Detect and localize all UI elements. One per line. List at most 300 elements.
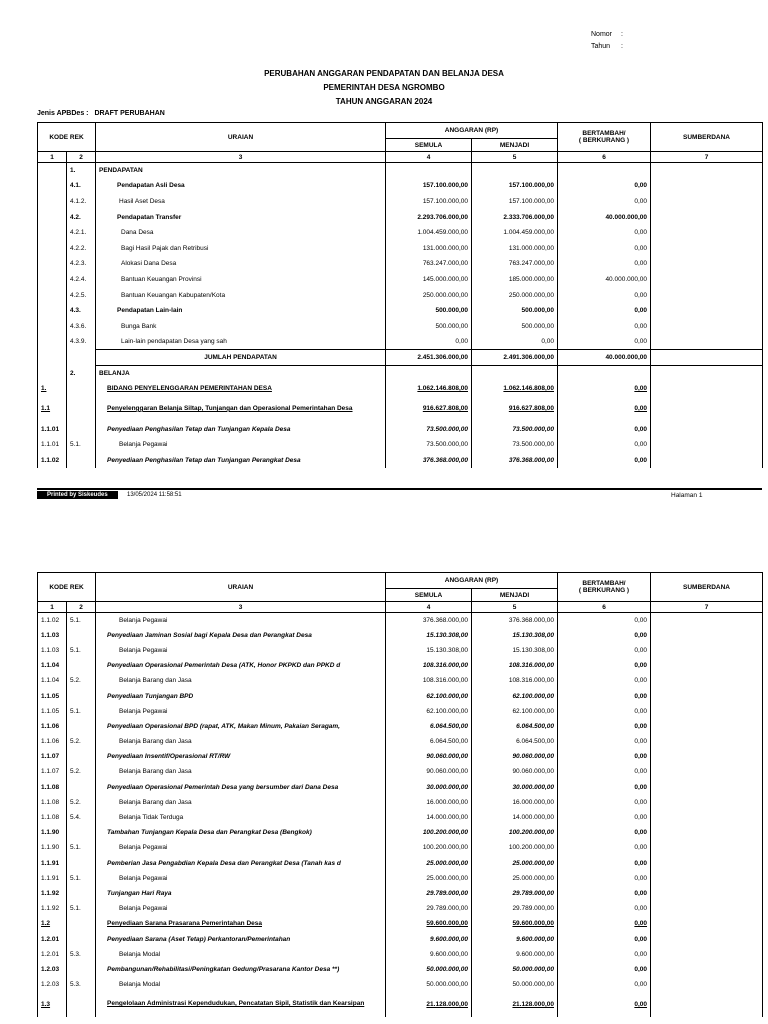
uraian-cell: Tunjangan Hari Raya bbox=[96, 886, 386, 901]
kode-rek-1 bbox=[38, 272, 67, 288]
bertambah-cell: 0,00 bbox=[558, 704, 651, 719]
semula-cell: 145.000.000,00 bbox=[386, 272, 472, 288]
table-row bbox=[38, 163, 763, 179]
semula-cell bbox=[386, 163, 472, 179]
sumberdana-cell bbox=[651, 977, 763, 992]
menjadi-cell: 2.491.306.000,00 bbox=[472, 350, 558, 366]
sumberdana-cell bbox=[651, 613, 763, 628]
sumberdana-cell bbox=[651, 825, 763, 840]
sumberdana-cell bbox=[651, 886, 763, 901]
column-number-row bbox=[38, 602, 763, 613]
table-row bbox=[38, 947, 763, 962]
sumberdana-cell bbox=[651, 916, 763, 931]
bertambah-cell: 0,00 bbox=[558, 225, 651, 241]
sumberdana-cell bbox=[651, 334, 763, 350]
col-num: 4 bbox=[386, 602, 472, 613]
semula-cell: 131.000.000,00 bbox=[386, 240, 472, 256]
semula-cell: 73.500.000,00 bbox=[386, 421, 472, 437]
semula-cell: 16.000.000,00 bbox=[386, 795, 472, 810]
kode-rek-1: 1.1.02 bbox=[38, 453, 67, 469]
sumberdana-cell bbox=[651, 856, 763, 871]
kode-rek-1: 1.1.91 bbox=[38, 856, 67, 871]
table-row bbox=[38, 810, 763, 825]
uraian-cell: Penyediaan Penghasilan Tetap dan Tunjangan Perangkat Desa bbox=[96, 453, 386, 469]
table-row bbox=[38, 734, 763, 749]
sumberdana-cell bbox=[651, 437, 763, 453]
semula-cell: 2.293.706.000,00 bbox=[386, 209, 472, 225]
semula-cell: 157.100.000,00 bbox=[386, 194, 472, 210]
sumberdana-cell bbox=[651, 350, 763, 366]
bertambah-cell: 0,00 bbox=[558, 992, 651, 1016]
jenis-label: Jenis APBDes : bbox=[37, 110, 89, 117]
semula-cell: 0,00 bbox=[386, 334, 472, 350]
document-title-line3: TAHUN ANGGARAN 2024 bbox=[335, 97, 433, 106]
kode-rek-2 bbox=[67, 658, 96, 673]
semula-cell: 763.247.000,00 bbox=[386, 256, 472, 272]
bertambah-cell: 0,00 bbox=[558, 931, 651, 946]
bertambah-cell: 0,00 bbox=[558, 840, 651, 855]
bertambah-cell: 0,00 bbox=[558, 825, 651, 840]
col-num: 6 bbox=[558, 152, 651, 163]
kode-rek-1: 1.2.03 bbox=[38, 962, 67, 977]
table-row bbox=[38, 421, 763, 437]
kode-rek-2: 4.1.2. bbox=[67, 194, 96, 210]
bertambah-cell: 0,00 bbox=[558, 719, 651, 734]
semula-cell: 90.060.000,00 bbox=[386, 749, 472, 764]
menjadi-cell: 15.130.308,00 bbox=[472, 643, 558, 658]
bertambah-cell: 0,00 bbox=[558, 194, 651, 210]
table-row bbox=[38, 962, 763, 977]
semula-cell: 250.000.000,00 bbox=[386, 287, 472, 303]
uraian-cell: Belanja Modal bbox=[96, 947, 386, 962]
uraian-cell: Belanja Barang dan Jasa bbox=[96, 673, 386, 688]
uraian-cell: BELANJA bbox=[96, 365, 386, 381]
semula-cell: 6.064.500,00 bbox=[386, 734, 472, 749]
bertambah-cell: 0,00 bbox=[558, 396, 651, 421]
kode-rek-1: 1.1.91 bbox=[38, 871, 67, 886]
bertambah-cell: 0,00 bbox=[558, 658, 651, 673]
header-menjadi: MENJADI bbox=[472, 139, 558, 152]
semula-cell: 376.368.000,00 bbox=[386, 453, 472, 469]
menjadi-cell: 59.600.000,00 bbox=[472, 916, 558, 931]
menjadi-cell: 500.000,00 bbox=[472, 318, 558, 334]
uraian-cell: Penyediaan Operasional Pemerintah Desa yang bersumber dari Dana Desa bbox=[96, 780, 386, 795]
sumberdana-cell bbox=[651, 962, 763, 977]
uraian-cell: Penyediaan Sarana (Aset Tetap) Perkantoran/Pemerintahan bbox=[96, 931, 386, 946]
kode-rek-1: 1.2 bbox=[38, 916, 67, 931]
header-uraian: URAIAN bbox=[96, 573, 386, 602]
semula-cell: 50.000.000,00 bbox=[386, 962, 472, 977]
sumberdana-cell bbox=[651, 688, 763, 703]
table-row bbox=[38, 780, 763, 795]
uraian-cell: Belanja Pegawai bbox=[96, 840, 386, 855]
sumberdana-cell bbox=[651, 901, 763, 916]
header-kode-rek: KODE REK bbox=[38, 573, 96, 602]
bertambah-cell bbox=[558, 365, 651, 381]
uraian-cell: JUMLAH PENDAPATAN bbox=[96, 350, 386, 366]
bertambah-cell: 0,00 bbox=[558, 780, 651, 795]
kode-rek-2: 5.1. bbox=[67, 871, 96, 886]
bertambah-cell: 0,00 bbox=[558, 287, 651, 303]
header-semula: SEMULA bbox=[386, 589, 472, 602]
sumberdana-cell bbox=[651, 658, 763, 673]
uraian-cell: Tambahan Tunjangan Kepala Desa dan Perangkat Desa (Bengkok) bbox=[96, 825, 386, 840]
uraian-cell: Belanja Pegawai bbox=[96, 704, 386, 719]
sumberdana-cell bbox=[651, 719, 763, 734]
bertambah-cell: 0,00 bbox=[558, 318, 651, 334]
bertambah-cell: 0,00 bbox=[558, 628, 651, 643]
semula-cell: 108.316.000,00 bbox=[386, 673, 472, 688]
col-num: 2 bbox=[67, 152, 96, 163]
bertambah-cell: 0,00 bbox=[558, 240, 651, 256]
sumberdana-cell bbox=[651, 163, 763, 179]
footer-rule bbox=[37, 488, 762, 490]
kode-rek-2 bbox=[67, 962, 96, 977]
sumberdana-cell bbox=[651, 704, 763, 719]
uraian-cell: Penyediaan Jaminan Sosial bagi Kepala Desa dan Perangkat Desa bbox=[96, 628, 386, 643]
sumberdana-cell bbox=[651, 947, 763, 962]
menjadi-cell: 9.600.000,00 bbox=[472, 931, 558, 946]
sumberdana-cell bbox=[651, 318, 763, 334]
menjadi-cell: 62.100.000,00 bbox=[472, 688, 558, 703]
kode-rek-2: 4.2.3. bbox=[67, 256, 96, 272]
table-row bbox=[38, 643, 763, 658]
kode-rek-2: 4.2.5. bbox=[67, 287, 96, 303]
bertambah-cell: 0,00 bbox=[558, 947, 651, 962]
kode-rek-2 bbox=[67, 421, 96, 437]
table-row bbox=[38, 886, 763, 901]
nomor-colon: : bbox=[621, 31, 623, 38]
bertambah-cell: 40.000.000,00 bbox=[558, 209, 651, 225]
sumberdana-cell bbox=[651, 421, 763, 437]
header-semula: SEMULA bbox=[386, 139, 472, 152]
sumberdana-cell bbox=[651, 396, 763, 421]
tahun-colon: : bbox=[621, 43, 623, 50]
uraian-cell: Pendapatan Asli Desa bbox=[96, 178, 386, 194]
kode-rek-2: 4.1. bbox=[67, 178, 96, 194]
header-uraian: URAIAN bbox=[96, 123, 386, 152]
uraian-cell: Bagi Hasil Pajak dan Retribusi bbox=[96, 240, 386, 256]
sumberdana-cell bbox=[651, 749, 763, 764]
kode-rek-2 bbox=[67, 992, 96, 1016]
sumberdana-cell bbox=[651, 256, 763, 272]
header-sumberdana: SUMBERDANA bbox=[651, 573, 763, 602]
kode-rek-2: 4.2.1. bbox=[67, 225, 96, 241]
semula-cell: 100.200.000,00 bbox=[386, 840, 472, 855]
semula-cell: 50.000.000,00 bbox=[386, 977, 472, 992]
semula-cell bbox=[386, 365, 472, 381]
table-row bbox=[38, 225, 763, 241]
kode-rek-1 bbox=[38, 194, 67, 210]
sumberdana-cell bbox=[651, 225, 763, 241]
bertambah-cell: 0,00 bbox=[558, 613, 651, 628]
kode-rek-1 bbox=[38, 350, 67, 366]
semula-cell: 1.062.146.808,00 bbox=[386, 381, 472, 397]
table-row bbox=[38, 825, 763, 840]
document-title-line2: PEMERINTAH DESA NGROMBO bbox=[323, 83, 445, 92]
uraian-cell: Penyediaan Operasional Pemerintah Desa (ATK, Honor PKPKD dan PPKD d bbox=[96, 658, 386, 673]
semula-cell: 157.100.000,00 bbox=[386, 178, 472, 194]
uraian-cell: Hasil Aset Desa bbox=[96, 194, 386, 210]
tahun-label: Tahun bbox=[591, 43, 611, 50]
menjadi-cell: 108.316.000,00 bbox=[472, 658, 558, 673]
uraian-cell: Bantuan Keuangan Kabupaten/Kota bbox=[96, 287, 386, 303]
jenis-value: DRAFT PERUBAHAN bbox=[94, 110, 165, 117]
menjadi-cell: 29.789.000,00 bbox=[472, 901, 558, 916]
uraian-cell: BIDANG PENYELENGGARAN PEMERINTAHAN DESA bbox=[96, 381, 386, 397]
table-row bbox=[38, 240, 763, 256]
page-number: Halaman 1 bbox=[671, 492, 703, 499]
bertambah-cell: 0,00 bbox=[558, 871, 651, 886]
semula-cell: 25.000.000,00 bbox=[386, 856, 472, 871]
col-num: 5 bbox=[472, 152, 558, 163]
kode-rek-2 bbox=[67, 628, 96, 643]
kode-rek-1 bbox=[38, 334, 67, 350]
table-row bbox=[38, 764, 763, 779]
kode-rek-2: 4.2.4. bbox=[67, 272, 96, 288]
bertambah-cell: 40.000.000,00 bbox=[558, 350, 651, 366]
sumberdana-cell bbox=[651, 240, 763, 256]
menjadi-cell: 90.060.000,00 bbox=[472, 764, 558, 779]
kode-rek-2: 5.1. bbox=[67, 437, 96, 453]
budget-table-page1 bbox=[37, 122, 763, 468]
kode-rek-2 bbox=[67, 688, 96, 703]
sumberdana-cell bbox=[651, 303, 763, 319]
kode-rek-1 bbox=[38, 318, 67, 334]
table-row bbox=[38, 613, 763, 628]
semula-cell: 6.064.500,00 bbox=[386, 719, 472, 734]
table-row bbox=[38, 437, 763, 453]
kode-rek-2: 4.3.9. bbox=[67, 334, 96, 350]
uraian-cell: Belanja Pegawai bbox=[96, 901, 386, 916]
kode-rek-1: 1.1.90 bbox=[38, 825, 67, 840]
semula-cell: 9.600.000,00 bbox=[386, 931, 472, 946]
bertambah-cell: 0,00 bbox=[558, 977, 651, 992]
col-num: 2 bbox=[67, 602, 96, 613]
bertambah-cell: 0,00 bbox=[558, 178, 651, 194]
kode-rek-1: 1.1.01 bbox=[38, 437, 67, 453]
col-num: 1 bbox=[38, 602, 67, 613]
kode-rek-2: 1. bbox=[67, 163, 96, 179]
menjadi-cell: 100.200.000,00 bbox=[472, 840, 558, 855]
kode-rek-1: 1.1.01 bbox=[38, 421, 67, 437]
table-row bbox=[38, 749, 763, 764]
table-row bbox=[38, 916, 763, 931]
col-num: 7 bbox=[651, 602, 763, 613]
uraian-cell: PENDAPATAN bbox=[96, 163, 386, 179]
menjadi-cell: 9.600.000,00 bbox=[472, 947, 558, 962]
bertambah-cell: 40.000.000,00 bbox=[558, 272, 651, 288]
semula-cell: 29.789.000,00 bbox=[386, 901, 472, 916]
semula-cell: 30.000.000,00 bbox=[386, 780, 472, 795]
col-num: 5 bbox=[472, 602, 558, 613]
bertambah-cell: 0,00 bbox=[558, 421, 651, 437]
nomor-label: Nomor bbox=[591, 31, 613, 38]
menjadi-cell: 6.064.500,00 bbox=[472, 719, 558, 734]
sumberdana-cell bbox=[651, 840, 763, 855]
kode-rek-1 bbox=[38, 365, 67, 381]
kode-rek-2: 5.4. bbox=[67, 810, 96, 825]
table-row bbox=[38, 673, 763, 688]
menjadi-cell bbox=[472, 365, 558, 381]
menjadi-cell: 90.060.000,00 bbox=[472, 749, 558, 764]
table-row bbox=[38, 628, 763, 643]
menjadi-cell: 2.333.706.000,00 bbox=[472, 209, 558, 225]
uraian-cell: Belanja Pegawai bbox=[96, 643, 386, 658]
table-row bbox=[38, 453, 763, 469]
col-num: 1 bbox=[38, 152, 67, 163]
uraian-cell: Belanja Barang dan Jasa bbox=[96, 764, 386, 779]
table-row bbox=[38, 303, 763, 319]
table-row bbox=[38, 704, 763, 719]
kode-rek-2: 5.3. bbox=[67, 977, 96, 992]
kode-rek-1: 1.2.03 bbox=[38, 977, 67, 992]
kode-rek-1 bbox=[38, 178, 67, 194]
menjadi-cell: 185.000.000,00 bbox=[472, 272, 558, 288]
column-number-row bbox=[38, 152, 763, 163]
semula-cell: 59.600.000,00 bbox=[386, 916, 472, 931]
kode-rek-2 bbox=[67, 856, 96, 871]
sumberdana-cell bbox=[651, 810, 763, 825]
menjadi-cell: 250.000.000,00 bbox=[472, 287, 558, 303]
kode-rek-1 bbox=[38, 209, 67, 225]
kode-rek-2: 5.1. bbox=[67, 840, 96, 855]
kode-rek-1: 1.1 bbox=[38, 396, 67, 421]
kode-rek-1: 1.1.04 bbox=[38, 673, 67, 688]
kode-rek-2: 4.2.2. bbox=[67, 240, 96, 256]
semula-cell: 2.451.306.000,00 bbox=[386, 350, 472, 366]
bertambah-cell: 0,00 bbox=[558, 381, 651, 397]
sumberdana-cell bbox=[651, 453, 763, 469]
semula-cell: 15.130.308,00 bbox=[386, 628, 472, 643]
table-row bbox=[38, 381, 763, 397]
kode-rek-1 bbox=[38, 256, 67, 272]
table-row bbox=[38, 856, 763, 871]
kode-rek-1: 1.1.92 bbox=[38, 901, 67, 916]
kode-rek-1 bbox=[38, 240, 67, 256]
kode-rek-1: 1.1.92 bbox=[38, 886, 67, 901]
kode-rek-1: 1.1.05 bbox=[38, 688, 67, 703]
menjadi-cell: 108.316.000,00 bbox=[472, 673, 558, 688]
header-anggaran: ANGGARAN (RP) bbox=[386, 573, 558, 589]
table-row bbox=[38, 901, 763, 916]
menjadi-cell: 376.368.000,00 bbox=[472, 613, 558, 628]
menjadi-cell: 500.000,00 bbox=[472, 303, 558, 319]
kode-rek-2: 4.3. bbox=[67, 303, 96, 319]
sumberdana-cell bbox=[651, 178, 763, 194]
semula-cell: 500.000,00 bbox=[386, 318, 472, 334]
kode-rek-2 bbox=[67, 916, 96, 931]
sumberdana-cell bbox=[651, 992, 763, 1016]
sumberdana-cell bbox=[651, 795, 763, 810]
table-row bbox=[38, 365, 763, 381]
menjadi-cell: 25.000.000,00 bbox=[472, 871, 558, 886]
uraian-cell: Pembangunan/Rehabilitasi/Peningkatan Gedung/Prasarana Kantor Desa **) bbox=[96, 962, 386, 977]
kode-rek-1: 1.1.06 bbox=[38, 734, 67, 749]
table-row bbox=[38, 396, 763, 421]
kode-rek-1: 1.2.01 bbox=[38, 931, 67, 946]
printed-by-badge: Printed by Siskeudes bbox=[37, 491, 118, 499]
semula-cell: 90.060.000,00 bbox=[386, 764, 472, 779]
bertambah-cell: 0,00 bbox=[558, 303, 651, 319]
uraian-cell: Lain-lain pendapatan Desa yang sah bbox=[96, 334, 386, 350]
kode-rek-2: 5.1. bbox=[67, 704, 96, 719]
header-bertambah: BERTAMBAH/ ( BERKURANG ) bbox=[558, 573, 651, 602]
menjadi-cell: 157.100.000,00 bbox=[472, 194, 558, 210]
table-row bbox=[38, 719, 763, 734]
header-bertambah: BERTAMBAH/ ( BERKURANG ) bbox=[558, 123, 651, 152]
menjadi-cell: 21.128.000,00 bbox=[472, 992, 558, 1016]
kode-rek-2 bbox=[67, 749, 96, 764]
kode-rek-2: 5.1. bbox=[67, 643, 96, 658]
document-title-line1: PERUBAHAN ANGGARAN PENDAPATAN DAN BELANJA DESA bbox=[264, 69, 504, 78]
table-row bbox=[38, 658, 763, 673]
header-menjadi: MENJADI bbox=[472, 589, 558, 602]
bertambah-cell: 0,00 bbox=[558, 673, 651, 688]
uraian-cell: Penyediaan Insentif/Operasional RT/RW bbox=[96, 749, 386, 764]
kode-rek-2: 5.2. bbox=[67, 673, 96, 688]
uraian-cell: Pendapatan Lain-lain bbox=[96, 303, 386, 319]
bertambah-cell: 0,00 bbox=[558, 764, 651, 779]
sumberdana-cell bbox=[651, 871, 763, 886]
sumberdana-cell bbox=[651, 287, 763, 303]
uraian-cell: Penyediaan Operasional BPD (rapat, ATK, Makan Minum, Pakaian Seragam, bbox=[96, 719, 386, 734]
menjadi-cell: 73.500.000,00 bbox=[472, 437, 558, 453]
kode-rek-2: 4.3.6. bbox=[67, 318, 96, 334]
uraian-cell: Pendapatan Transfer bbox=[96, 209, 386, 225]
kode-rek-2: 4.2. bbox=[67, 209, 96, 225]
table-row bbox=[38, 992, 763, 1016]
kode-rek-2: 5.1. bbox=[67, 613, 96, 628]
semula-cell: 29.789.000,00 bbox=[386, 886, 472, 901]
sumberdana-cell bbox=[651, 628, 763, 643]
sumberdana-cell bbox=[651, 272, 763, 288]
uraian-cell: Belanja Barang dan Jasa bbox=[96, 734, 386, 749]
kode-rek-2 bbox=[67, 825, 96, 840]
kode-rek-1: 1.1.08 bbox=[38, 795, 67, 810]
bertambah-cell: 0,00 bbox=[558, 688, 651, 703]
kode-rek-1: 1.1.02 bbox=[38, 613, 67, 628]
table-row bbox=[38, 194, 763, 210]
bertambah-cell: 0,00 bbox=[558, 334, 651, 350]
sumberdana-cell bbox=[651, 381, 763, 397]
uraian-cell: Belanja Modal bbox=[96, 977, 386, 992]
semula-cell: 62.100.000,00 bbox=[386, 688, 472, 703]
semula-cell: 100.200.000,00 bbox=[386, 825, 472, 840]
kode-rek-2 bbox=[67, 453, 96, 469]
kode-rek-1 bbox=[38, 287, 67, 303]
semula-cell: 108.316.000,00 bbox=[386, 658, 472, 673]
jenis-apbdes bbox=[37, 110, 165, 117]
uraian-cell: Bunga Bank bbox=[96, 318, 386, 334]
menjadi-cell: 157.100.000,00 bbox=[472, 178, 558, 194]
kode-rek-1 bbox=[38, 163, 67, 179]
kode-rek-1 bbox=[38, 303, 67, 319]
menjadi-cell: 131.000.000,00 bbox=[472, 240, 558, 256]
kode-rek-2: 5.2. bbox=[67, 734, 96, 749]
table-row bbox=[38, 318, 763, 334]
menjadi-cell: 1.062.146.808,00 bbox=[472, 381, 558, 397]
uraian-cell: Penyediaan Sarana Prasarana Pemerintahan Desa bbox=[96, 916, 386, 931]
menjadi-cell: 15.130.308,00 bbox=[472, 628, 558, 643]
kode-rek-2 bbox=[67, 396, 96, 421]
kode-rek-1: 1.3 bbox=[38, 992, 67, 1016]
table-row bbox=[38, 871, 763, 886]
bertambah-cell: 0,00 bbox=[558, 901, 651, 916]
semula-cell: 376.368.000,00 bbox=[386, 613, 472, 628]
kode-rek-2 bbox=[67, 780, 96, 795]
bertambah-cell bbox=[558, 163, 651, 179]
